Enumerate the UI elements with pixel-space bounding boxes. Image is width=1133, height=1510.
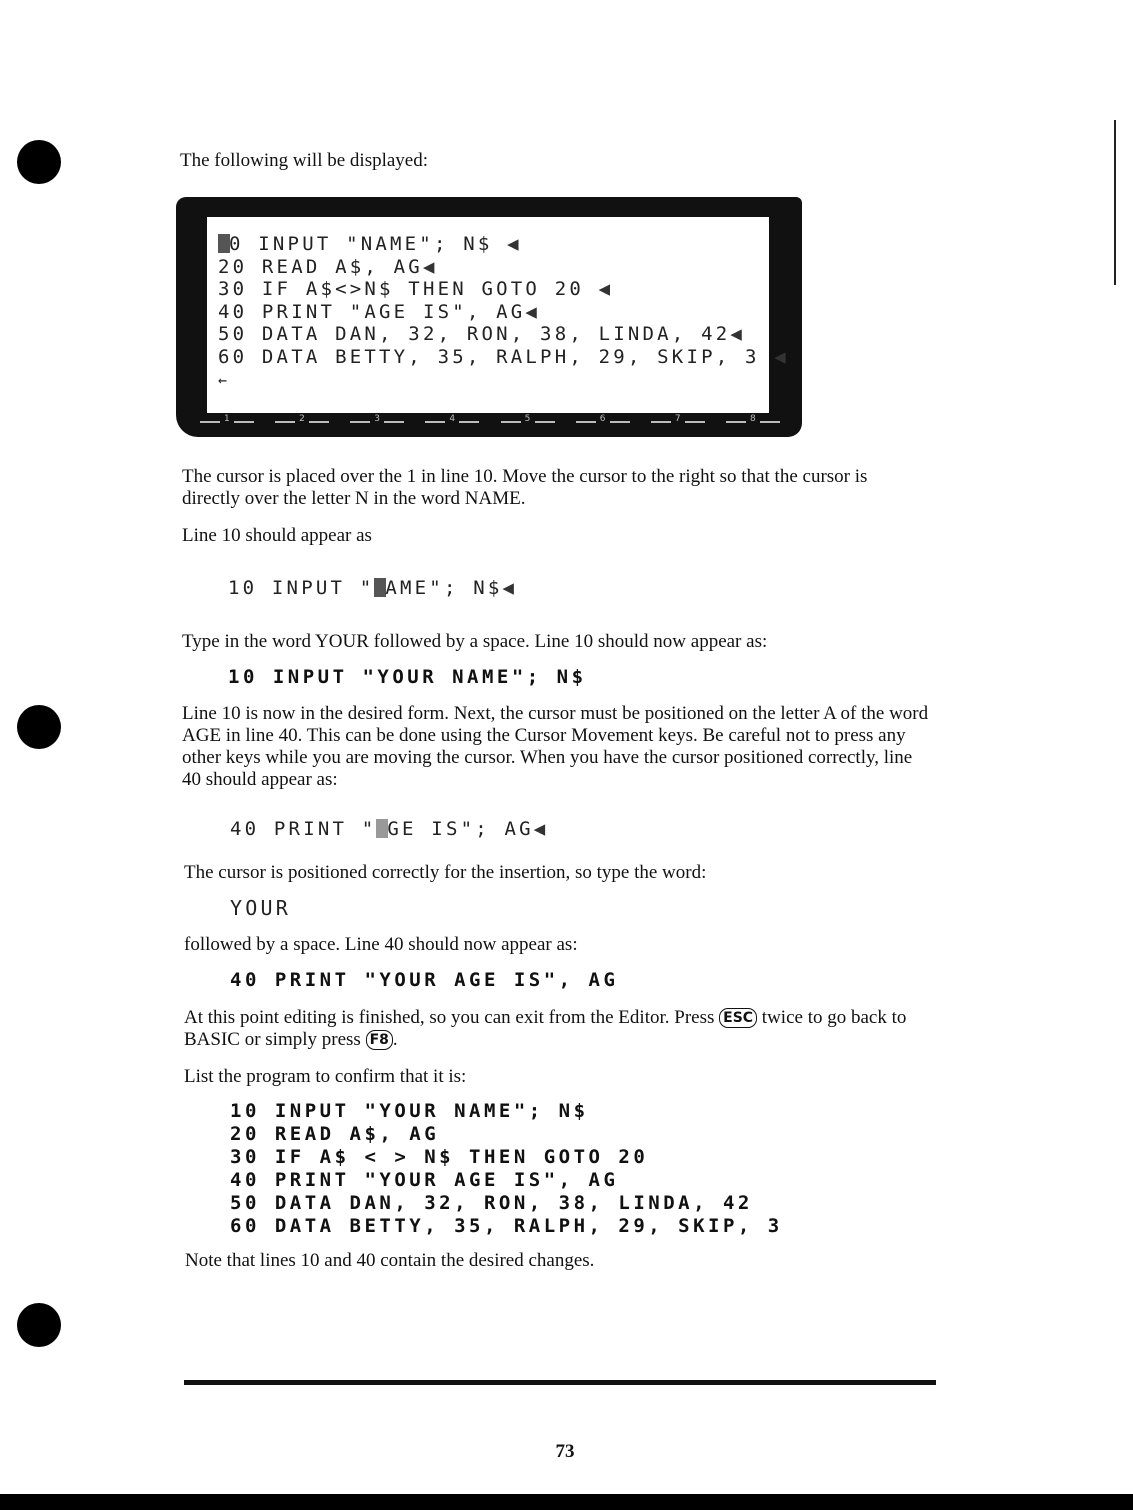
listing-line: 40 PRINT "YOUR AGE IS", AG — [230, 1169, 619, 1191]
typed-word: YOUR — [230, 896, 291, 920]
function-key-label: 7 — [651, 417, 705, 427]
listing-line: 20 READ A$, AG — [230, 1123, 440, 1145]
screen-line: 40 PRINT "AGE IS", AG◀ — [218, 300, 541, 323]
screen-line: 30 IF A$<>N$ THEN GOTO 20 ◀ — [218, 278, 614, 301]
return-mark-icon: ◀ — [507, 233, 522, 255]
return-mark-icon: ◀ — [502, 577, 518, 599]
code-line-10-before: 10 INPUT " AME"; N$◀ — [228, 577, 518, 599]
function-key-label: 3 — [350, 417, 404, 427]
listing-line: 10 INPUT "YOUR NAME"; N$ — [230, 1100, 589, 1122]
return-mark-icon: ◀ — [598, 278, 614, 301]
function-key-label: 1 — [200, 417, 254, 427]
margin-line — [1114, 120, 1116, 285]
code-line-10-after: 10 INPUT "YOUR NAME"; N$ — [228, 666, 587, 688]
body-paragraph: Type in the word YOUR followed by a space. Line 10 should now appear as: — [182, 631, 768, 652]
body-paragraph: Line 10 should appear as — [182, 525, 372, 546]
screen-text — [218, 233, 789, 391]
function-key-label: 2 — [275, 417, 329, 427]
return-mark-icon: ◀ — [533, 818, 549, 840]
function-key-label: 4 — [425, 417, 479, 427]
screen-line: 20 READ A$, AG◀ — [218, 255, 438, 278]
scan-edge — [0, 1494, 1133, 1510]
body-paragraph: Line 10 is now in the desired form. Next, the cursor must be positioned on the letter A of the word AGE in line 40. This can be done using the Cursor Movement keys. Be careful not to press any other keys while you are moving the cursor. When you have the cursor positioned correctly, line 40 should appear as: — [182, 703, 929, 790]
screen-line: 0 INPUT "NAME"; N$ ◀ — [218, 233, 789, 256]
function-key-strip — [200, 414, 780, 431]
program-listing — [230, 1100, 783, 1238]
binder-hole — [17, 1303, 61, 1347]
esc-key-icon: ESC — [719, 1008, 757, 1028]
body-paragraph: At this point editing is finished, so you can exit from the Editor. Press ESC twice to go back to BASIC or simply press F8 . — [184, 1007, 907, 1050]
body-paragraph: The cursor is placed over the 1 in line 10. Move the cursor to the right so that the cursor is directly over the letter N in the word NAME. — [182, 466, 868, 509]
screen-line: 50 DATA DAN, 32, RON, 38, LINDA, 42◀ — [218, 323, 746, 346]
return-mark-icon: ◀ — [774, 345, 789, 368]
page-number: 73 — [555, 1441, 575, 1462]
body-paragraph: The cursor is positioned correctly for the insertion, so type the word: — [184, 862, 707, 883]
function-key-label: 5 — [501, 417, 555, 427]
body-paragraph: Note that lines 10 and 40 contain the desired changes. — [185, 1250, 595, 1271]
binder-hole — [17, 140, 61, 184]
code-line-40-after: 40 PRINT "YOUR AGE IS", AG — [230, 969, 619, 991]
f8-key-icon: F8 — [366, 1030, 393, 1050]
function-key-label: 6 — [576, 417, 630, 427]
listing-line: 60 DATA BETTY, 35, RALPH, 29, SKIP, 3 — [230, 1215, 783, 1237]
function-key-label: 8 — [726, 417, 780, 427]
end-marker-icon: ← — [218, 370, 231, 389]
return-mark-icon: ◀ — [730, 323, 746, 346]
body-paragraph: List the program to confirm that it is: — [184, 1066, 467, 1087]
return-mark-icon: ◀ — [525, 300, 541, 323]
code-line-40-before: 40 PRINT " GE IS"; AG◀ — [230, 818, 549, 840]
screen-line: 60 DATA BETTY, 35, RALPH, 29, SKIP, 3 ◀ — [218, 345, 789, 368]
return-mark-icon: ◀ — [422, 255, 438, 278]
binder-hole — [17, 705, 61, 749]
listing-line: 50 DATA DAN, 32, RON, 38, LINDA, 42 — [230, 1192, 753, 1214]
body-paragraph: followed by a space. Line 40 should now appear as: — [184, 934, 578, 955]
footer-rule — [184, 1380, 936, 1385]
intro-text: The following will be displayed: — [180, 150, 429, 171]
listing-line: 30 IF A$ < > N$ THEN GOTO 20 — [230, 1146, 649, 1168]
